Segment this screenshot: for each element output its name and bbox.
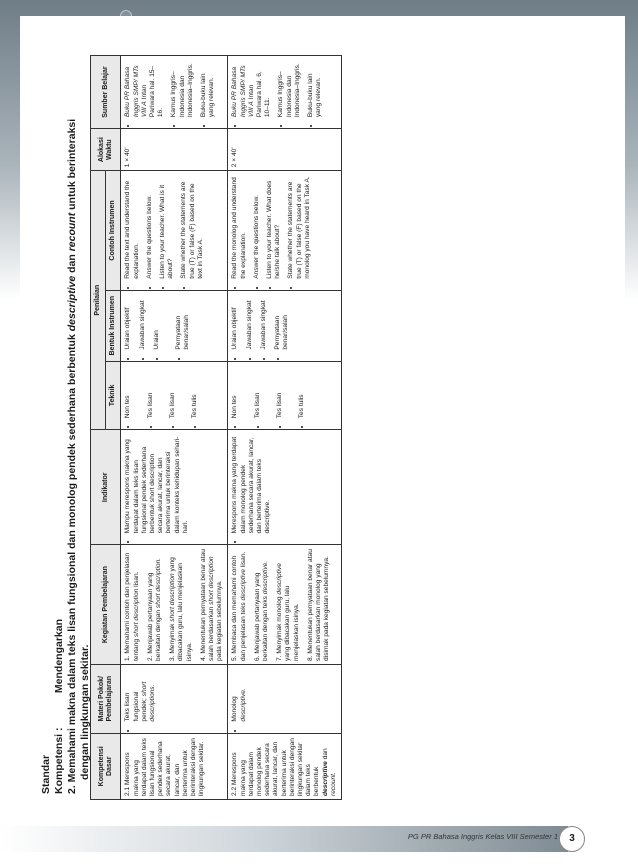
list-item (147, 548, 163, 661)
cell-sumber (228, 56, 342, 129)
item-italic: short description (169, 573, 177, 622)
item-number: 3. (169, 655, 177, 661)
cell-kd (228, 733, 342, 799)
standard-item-continued: dengan lingkungan sekitar. (79, 644, 91, 780)
header-sumber: Sumber Belajar (91, 56, 121, 129)
list-item: • Jawaban singkat (246, 294, 254, 350)
materi-text: Teks lisan fungsional pendek; (124, 691, 148, 722)
item-italic: short description. (155, 557, 163, 609)
kd-text: dan (321, 748, 329, 760)
list-item (231, 548, 247, 661)
cell-bentuk (121, 290, 228, 361)
list-item: • Buku-buku lain yang relevan. (307, 59, 323, 117)
list-item (124, 668, 157, 722)
list-item: • Tes lisan (276, 365, 284, 419)
item-text: Membaca dan memahami contoh dan penjelasan teks (231, 555, 247, 661)
header-teknik: Teknik (106, 361, 121, 430)
header-bentuk: Bentuk Instrumen (106, 290, 121, 361)
list-item: • Kamus Inggris–Indonesia dan Indonesia–Inggris. (277, 59, 302, 117)
rotated-content (20, 16, 625, 808)
cell-alokasi: 1 × 40' (121, 129, 228, 171)
list-item: • Merespons makna yang terdapat dalam monolog pendek sederhana secara akurat, lancar, dan berterima dalam teks descriptive. (231, 433, 272, 533)
item-text: Memahami contoh dan penjelasan tentang (124, 552, 140, 661)
item-text: Menyimak (169, 623, 177, 654)
list-item: • Read the text and understand the explanation. (124, 174, 140, 279)
source-text: Intan Pariwara hal. 15–16. (140, 65, 165, 118)
list-item: • Uraian objektif (231, 294, 239, 350)
kd-italic: recount. (329, 772, 337, 796)
list-item: • Answer the questions below. (146, 174, 154, 279)
list-item: • Answer the questions below. (253, 174, 261, 279)
item-number: 8. (306, 655, 314, 661)
cell-indikator (121, 430, 228, 545)
item-italic: descriptive. (262, 560, 270, 595)
content-area (20, 16, 625, 808)
materi-italic: descriptive. (239, 688, 247, 722)
list-item: • Listen to your teacher. What does he/she talk about? (266, 174, 282, 279)
header-indikator: Indikator (91, 430, 121, 545)
list-item: • Mampu merespons makna yang terdapat dalam teks lisan fungsional pendek sederhana berbentuk short description secara akurat, lancar, dan berterima untuk berinteraksi dalam konteks kehidupan sehari-hari. (124, 433, 190, 533)
syllabus-table (90, 55, 342, 800)
standard-line (40, 24, 66, 794)
item-text: dan (66, 254, 78, 273)
materi-text: Monolog (231, 696, 239, 722)
cell-contoh (228, 171, 342, 291)
list-item: • Buku-buku lain yang relevan. (200, 59, 216, 117)
list-item: • Uraian (153, 294, 161, 350)
list-item (231, 59, 272, 117)
cell-kegiatan (228, 545, 342, 665)
item-number: 1. (124, 655, 132, 661)
list-item: • Jawaban singkat (260, 294, 268, 350)
list-item: • Tes lisan (147, 365, 155, 419)
header-contoh: Contoh Instrumen (106, 171, 121, 291)
kd-text: 2.2 Merespons makna yang terdapat dalam monolog pendek sederhana secara akurat, lancar, dan berterima untuk berinteraksi dengan lingkungan sekitar dalam teks berbentuk (231, 738, 321, 796)
item-text: Menjawab pertanyaan yang berkaitan dengan (146, 572, 163, 661)
list-item: • Tes tulis (191, 365, 199, 419)
cell-sumber (121, 56, 228, 129)
list-item (307, 548, 332, 661)
item-text-italic: descriptive (66, 275, 78, 332)
list-item: • Non tes (124, 365, 132, 419)
item-number: 7. (276, 655, 284, 661)
list-item: • Listen to your teacher. What is it about? (159, 174, 175, 279)
list-item: • Tes lisan (254, 365, 262, 419)
list-item (124, 59, 165, 117)
header-alokasi: Alokasi Waktu (91, 129, 121, 171)
cell-contoh (121, 171, 228, 291)
list-item (124, 548, 140, 661)
kd-bold-italic: descriptive (321, 761, 329, 796)
item-text: Memahami makna dalam teks lisan fungsional dan monolog pendek sederhana berbentuk (66, 334, 78, 783)
table-row (121, 56, 228, 800)
cell-materi (228, 664, 342, 733)
cell-teknik (228, 361, 342, 430)
list-item: • Non tes (231, 365, 239, 419)
table-row (228, 56, 342, 800)
list-item: • Kamus Inggris–Indonesia dan Indonesia–Inggris. (170, 59, 195, 117)
cell-materi (121, 664, 228, 733)
item-text: Menentukan pernyataan benar atau salah berdasarkan (199, 549, 216, 661)
list-item: • Pernyataan benar/salah (274, 294, 290, 350)
list-item: • Tes lisan (169, 365, 177, 419)
source-title: Buku PR Bahasa Inggris SMP/ MTs VIII A (231, 65, 255, 118)
item-text: Menentukan pernyataan benar atau salah berdasarkan monolog yang disimak pada kegiatan sebelumnya. (306, 549, 331, 661)
standard-item (66, 24, 79, 794)
list-item (276, 548, 301, 661)
item-text-after: pada kegiatan sebelumnya. (216, 580, 224, 661)
cell-bentuk (228, 290, 342, 361)
list-item: • Uraian objektif (124, 294, 132, 350)
list-item (169, 548, 194, 661)
list-item (254, 548, 270, 661)
item-text-after: lisan. (239, 551, 247, 568)
item-italic: short description (132, 588, 140, 638)
list-item: • State whether the statements are true (T) or false (F) based on the monolog you have heard in Task A. (287, 174, 312, 279)
list-item (200, 548, 225, 661)
item-number: 5. (231, 655, 239, 661)
source-title: Buku PR Bahasa Inggris SMP/ MTs VIII A (124, 65, 148, 118)
standard-label: Standar Kompetensi : (40, 727, 65, 794)
cell-kd: 2.1 Merespons makna yang terdapat dalam teks lisan fungsional pendek sederhana secara akurat, lancar, dan berterima untuk berinteraksi dengan lingkungan sekitar. (121, 733, 228, 799)
item-text: Menyimak monolog (276, 596, 284, 654)
footer-text: PG PR Bahasa Inggris Kelas VIII Semester 1 (407, 832, 558, 841)
item-text-italic: recount (66, 212, 78, 252)
list-item: • Read the monolog and understand the explanation. (231, 174, 247, 279)
item-number: 6. (253, 655, 261, 661)
header-penilaian: Penilaian (91, 171, 106, 430)
item-text-after: yang dibacakan guru, lalu menjelaskan isinya. (169, 557, 193, 661)
header-kegiatan: Kegiatan Pembelajaran (91, 545, 121, 665)
standard-heading (40, 24, 92, 794)
item-text: Menjawab pertanyaan yang berkaitan dengan teks (253, 572, 270, 661)
materi-italic: short descriptions. (140, 681, 157, 722)
standard-value: Mendengarkan (53, 618, 65, 694)
item-text: untuk berinteraksi (66, 118, 78, 210)
cell-indikator (228, 430, 342, 545)
source-text: Intan Pariwara hal. 6, 10–11. (247, 71, 272, 118)
cell-teknik (121, 361, 228, 430)
cell-alokasi: 2 × 40' (228, 129, 342, 171)
item-italic: short description (208, 556, 216, 605)
list-item: • Pernyataan benar/salah (175, 294, 191, 350)
header-kompetensi-dasar: Kompetensi Dasar (91, 733, 121, 799)
item-text-after: lisan. (132, 571, 140, 587)
cell-kegiatan (121, 545, 228, 665)
list-item: • Jawaban singkat (139, 294, 147, 350)
list-item (231, 668, 247, 722)
item-number: 2. (66, 785, 78, 794)
item-italic: descriptive (276, 563, 284, 595)
page-number: 3 (559, 826, 585, 852)
item-number: 2. (146, 655, 154, 661)
item-number: 4. (199, 655, 207, 661)
item-italic: descriptive (239, 568, 247, 601)
item-text-after: yang dibacakan guru, lalu menjelaskan isinya. (284, 585, 300, 661)
list-item: • State whether the statements are true (T) or false (F) based on the text in Task A. (180, 174, 205, 279)
header-materi: Materi Pokok/ Pembelajaran (91, 664, 121, 733)
list-item: • Tes tulis (298, 365, 306, 419)
